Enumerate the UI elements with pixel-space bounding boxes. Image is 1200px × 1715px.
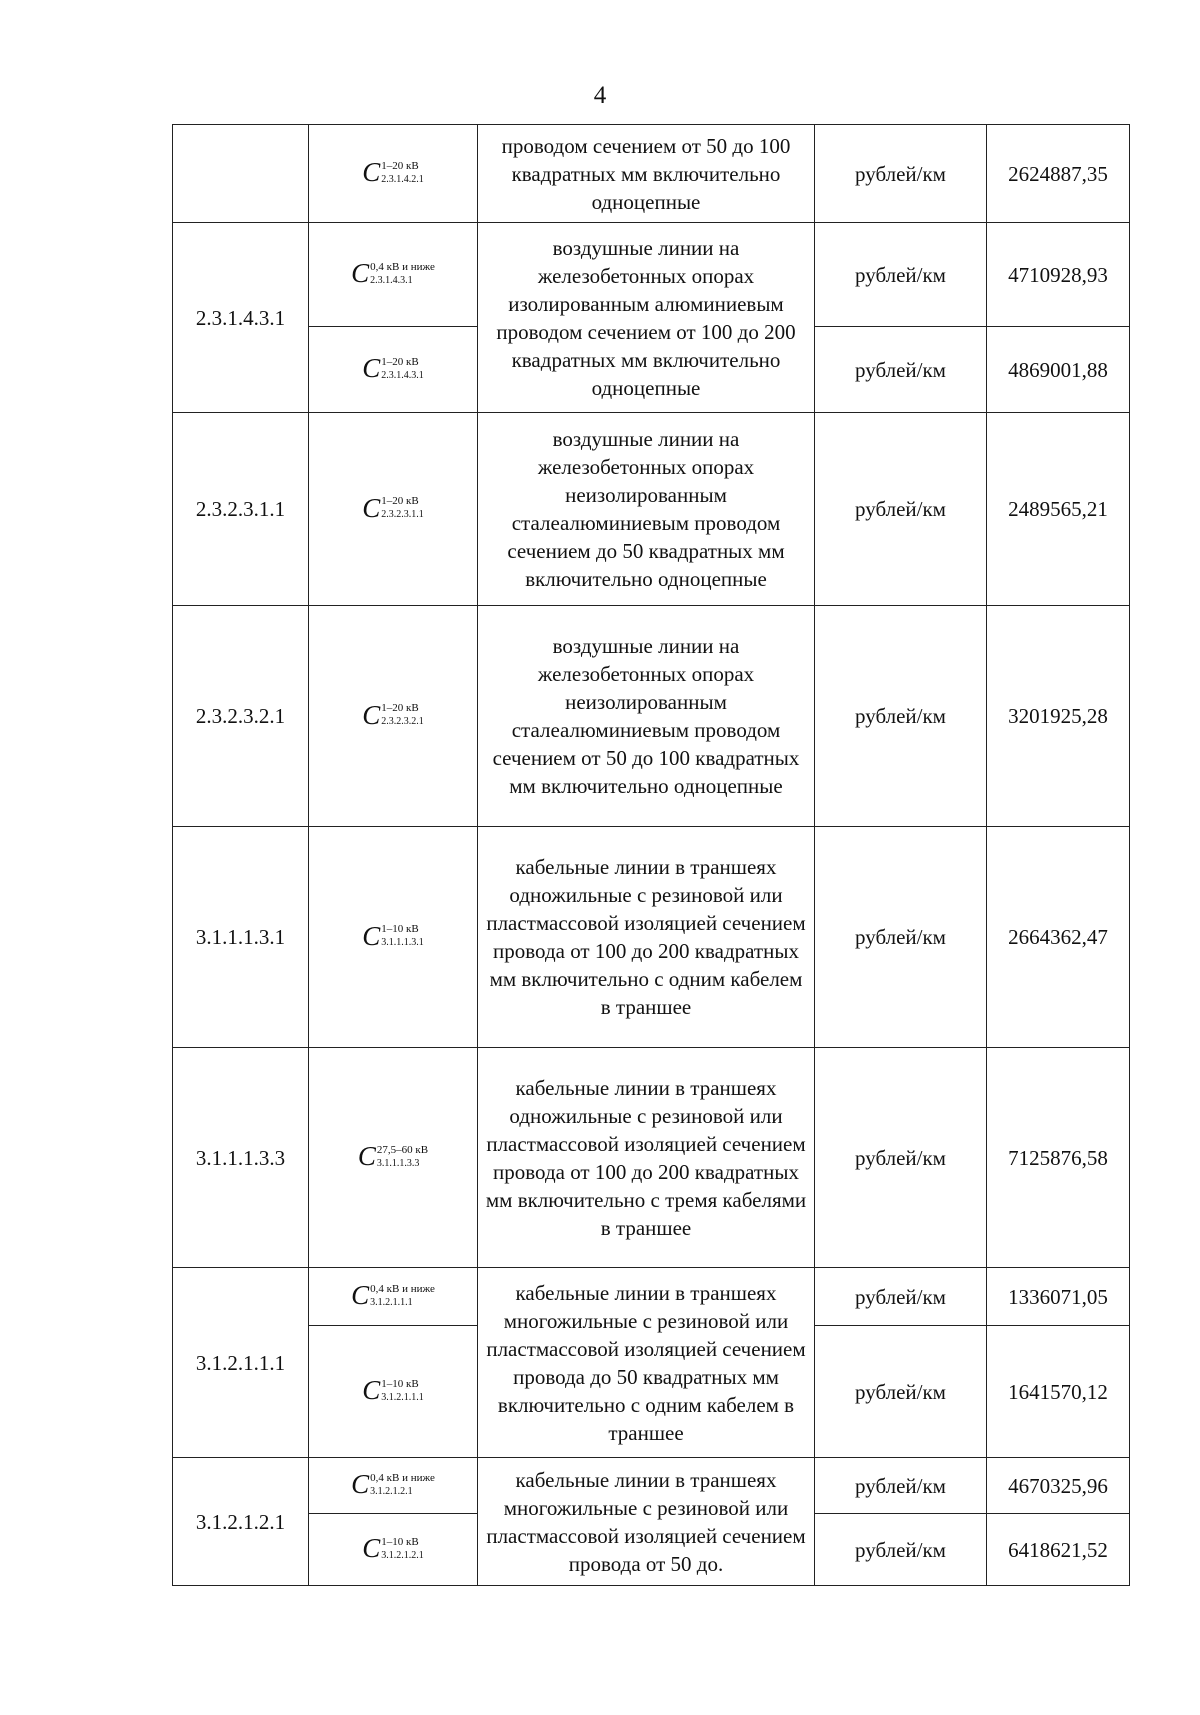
value-cell: 1336071,05	[987, 1268, 1130, 1326]
table-row	[173, 1268, 1130, 1326]
unit-cell: рублей/км	[815, 413, 987, 606]
rate-symbol: C 1–20 кВ 2.3.2.3.1.1	[362, 492, 424, 523]
symbol-cell	[309, 223, 478, 327]
code-cell: 3.1.1.1.3.1	[173, 827, 309, 1048]
description-cell: воздушные линии на железобетонных опорах изолированным алюминиевым проводом сечением от 100 до 200 квадратных мм включительно одноцепные	[478, 223, 815, 413]
description-cell: кабельные линии в траншеях одножильные с резиновой или пластмассовой изоляцией сечением провода от 100 до 200 квадратных мм включительно с тремя кабелями в траншее	[478, 1048, 815, 1268]
description-cell: кабельные линии в траншеях многожильные с резиновой или пластмассовой изоляцией сечением провода до 50 квадратных мм включительно с одним кабелем в траншее	[478, 1268, 815, 1458]
code-cell: 3.1.2.1.1.1	[173, 1268, 309, 1458]
rate-symbol: C 0,4 кВ и ниже 3.1.2.1.1.1	[351, 1280, 435, 1310]
rate-symbol: C 0,4 кВ и ниже 2.3.1.4.3.1	[351, 258, 435, 288]
page-number: 4	[593, 82, 607, 109]
value-cell: 4710928,93	[987, 223, 1130, 327]
unit-cell: рублей/км	[815, 1514, 987, 1586]
description-cell: воздушные линии на железобетонных опорах неизолированным сталеалюминиевым проводом сечением от 50 до 100 квадратных мм включительно одноцепные	[478, 606, 815, 827]
symbol-cell	[309, 327, 478, 413]
description-cell: кабельные линии в траншеях многожильные с резиновой или пластмассовой изоляцией сечением провода от 50 до.	[478, 1458, 815, 1586]
rate-symbol: C 1–20 кВ 2.3.1.4.3.1	[362, 353, 424, 383]
symbol-subscript: 3.1.1.1.3.3	[376, 1157, 420, 1169]
symbol-superscript: 0,4 кВ и ниже	[370, 260, 435, 273]
unit-cell: рублей/км	[815, 1048, 987, 1268]
unit-cell: рублей/км	[815, 223, 987, 327]
value-cell: 2664362,47	[987, 827, 1130, 1048]
symbol-subscript: 3.1.2.1.1.1	[370, 1296, 413, 1308]
value-cell: 2489565,21	[987, 413, 1130, 606]
unit-cell: рублей/км	[815, 125, 987, 223]
symbol-cell	[309, 413, 478, 606]
table-row	[173, 413, 1130, 606]
symbol-cell	[309, 1458, 478, 1514]
symbol-subscript: 3.1.2.1.2.1	[370, 1485, 413, 1497]
table-row	[173, 1458, 1130, 1514]
symbol-subscript: 2.3.1.4.3.1	[381, 369, 424, 381]
symbol-superscript: 1–20 кВ	[381, 702, 419, 714]
rate-symbol: C 1–10 кВ 3.1.2.1.1.1	[362, 1375, 424, 1405]
value-cell: 1641570,12	[987, 1326, 1130, 1458]
table-row	[173, 125, 1130, 223]
table-row	[173, 223, 1130, 327]
rate-symbol: C 1–10 кВ 3.1.2.1.2.1	[362, 1533, 424, 1563]
description-cell: воздушные линии на железобетонных опорах неизолированным сталеалюминиевым проводом сечением до 50 квадратных мм включительно одноцепные	[478, 413, 815, 606]
symbol-cell	[309, 827, 478, 1048]
description-cell: кабельные линии в траншеях одножильные с резиновой или пластмассовой изоляцией сечением провода от 100 до 200 квадратных мм включительно с одним кабелем в траншее	[478, 827, 815, 1048]
symbol-superscript: 1–20 кВ	[381, 355, 419, 368]
symbol-subscript: 3.1.1.1.3.1	[381, 937, 424, 948]
symbol-superscript: 27,5–60 кВ	[376, 1143, 429, 1156]
unit-cell: рублей/км	[815, 1326, 987, 1458]
symbol-cell	[309, 1326, 478, 1458]
code-cell: 3.1.2.1.2.1	[173, 1458, 309, 1586]
rate-symbol: C 1–20 кВ 2.3.1.4.2.1	[362, 157, 424, 187]
value-cell: 7125876,58	[987, 1048, 1130, 1268]
value-cell: 3201925,28	[987, 606, 1130, 827]
symbol-superscript: 1–20 кВ	[381, 159, 419, 172]
table-row	[173, 827, 1130, 1048]
symbol-subscript: 2.3.2.3.2.1	[381, 716, 424, 727]
value-cell: 4670325,96	[987, 1458, 1130, 1514]
symbol-cell	[309, 125, 478, 223]
value-cell: 2624887,35	[987, 125, 1130, 223]
symbol-cell	[309, 1048, 478, 1268]
symbol-subscript: 2.3.1.4.2.1	[381, 173, 424, 185]
symbol-superscript: 1–10 кВ	[381, 923, 419, 935]
symbol-cell	[309, 606, 478, 827]
symbol-subscript: 2.3.1.4.3.1	[370, 274, 413, 286]
code-cell: 2.3.2.3.2.1	[173, 606, 309, 827]
unit-cell: рублей/км	[815, 327, 987, 413]
unit-cell: рублей/км	[815, 1458, 987, 1514]
unit-cell: рублей/км	[815, 827, 987, 1048]
symbol-subscript: 3.1.2.1.1.1	[381, 1391, 424, 1403]
symbol-superscript: 0,4 кВ и ниже	[370, 1471, 435, 1484]
value-cell: 4869001,88	[987, 327, 1130, 413]
rate-symbol: C 1–20 кВ 2.3.2.3.2.1	[362, 699, 424, 730]
symbol-cell	[309, 1514, 478, 1586]
table-row	[173, 606, 1130, 827]
value-cell: 6418621,52	[987, 1514, 1130, 1586]
description-cell: проводом сечением от 50 до 100 квадратных мм включительно одноцепные	[478, 125, 815, 223]
code-cell: 2.3.2.3.1.1	[173, 413, 309, 606]
rate-symbol: C 27,5–60 кВ 3.1.1.1.3.3	[357, 1141, 429, 1171]
symbol-superscript: 1–10 кВ	[381, 1535, 419, 1548]
unit-cell: рублей/км	[815, 1268, 987, 1326]
symbol-cell	[309, 1268, 478, 1326]
rates-table	[172, 124, 1130, 1586]
symbol-subscript: 2.3.2.3.1.1	[381, 509, 424, 520]
symbol-superscript: 1–10 кВ	[381, 1377, 419, 1390]
code-cell	[173, 125, 309, 223]
symbol-subscript: 3.1.2.1.2.1	[381, 1549, 424, 1561]
table-row	[173, 1048, 1130, 1268]
symbol-superscript: 1–20 кВ	[381, 495, 419, 507]
code-cell: 3.1.1.1.3.3	[173, 1048, 309, 1268]
unit-cell: рублей/км	[815, 606, 987, 827]
rate-symbol: C 1–10 кВ 3.1.1.1.3.1	[362, 920, 424, 951]
rate-symbol: C 0,4 кВ и ниже 3.1.2.1.2.1	[351, 1469, 435, 1499]
code-cell: 2.3.1.4.3.1	[173, 223, 309, 413]
symbol-superscript: 0,4 кВ и ниже	[370, 1282, 435, 1295]
